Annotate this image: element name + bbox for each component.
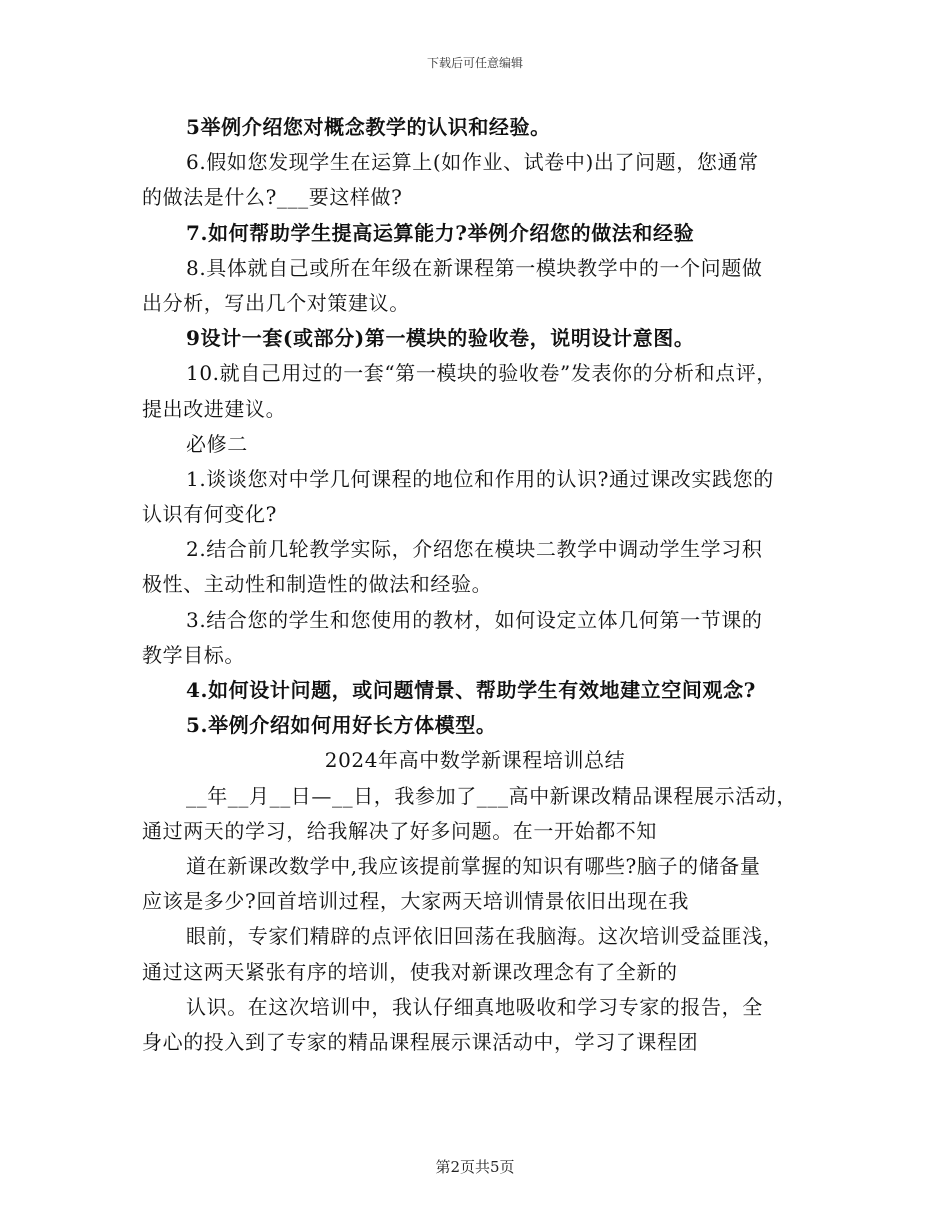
text-line: 1.谈谈您对中学几何课程的地位和作用的认识?通过课改实践您的 (186, 466, 774, 491)
text-line: 出分析，写出几个对策建议。 (142, 290, 410, 315)
text-line: 3.结合您的学生和您使用的教材，如何设定立体几何第一节课的 (186, 607, 763, 632)
text-line: 认识有何变化? (142, 502, 277, 527)
text-line: 通过这两天紧张有序的培训，使我对新课改理念有了全新的 (142, 959, 678, 984)
document-body (0, 110, 950, 1060)
text-line: 教学目标。 (142, 642, 245, 667)
text-line: 10.就自己用过的一套“第一模块的验收卷”发表你的分析和点评， (186, 361, 777, 386)
text-line: 8.具体就自己或所在年级在新课程第一模块教学中的一个问题做 (186, 255, 763, 280)
text-line: 7.如何帮助学生提高运算能力?举例介绍您的做法和经验 (186, 220, 695, 245)
page-footer: 第2页共5页 (435, 1158, 515, 1176)
text-line: 通过两天的学习，给我解决了好多问题。在一开始都不知 (142, 818, 657, 843)
page-header: 下载后可任意编辑 (426, 56, 523, 70)
text-line: 眼前，专家们精辟的点评依旧回荡在我脑海。这次培训受益匪浅， (186, 924, 784, 949)
text-line: 必修二 (186, 431, 248, 456)
text-line: 应该是多少?回首培训过程，大家两天培训情景依旧出现在我 (142, 889, 689, 914)
text-line: 极性、主动性和制造性的做法和经验。 (142, 572, 493, 597)
text-line: 身心的投入到了专家的精品课程展示课活动中，学习了课程团 (142, 1029, 699, 1054)
text-line: 的做法是什么?___要这样做? (142, 185, 403, 210)
text-line: __年__月__日—__日，我参加了___高中新课改精品课程展示活动， (186, 783, 797, 808)
text-line: 提出改进建议。 (142, 396, 287, 421)
text-line: 5.举例介绍如何用好长方体模型。 (186, 713, 497, 738)
text-line: 5举例介绍您对概念教学的认识和经验。 (186, 115, 551, 139)
text-line: 9设计一套(或部分)第一模块的验收卷，说明设计意图。 (186, 326, 695, 351)
text-line: 4.如何设计问题，或问题情景、帮助学生有效地建立空间观念? (186, 678, 756, 702)
text-line: 2.结合前几轮教学实际，介绍您在模块二教学中调动学生学习积 (186, 537, 763, 562)
text-line: 道在新课改数学中,我应该提前掌握的知识有哪些?脑子的储备量 (186, 853, 761, 878)
text-line: 认识。在这次培训中，我认仔细真地吸收和学习专家的报告，全 (186, 994, 763, 1019)
section-title: 2024年高中数学新课程培训总结 (324, 748, 626, 773)
text-line: 6.假如您发现学生在运算上(如作业、试卷中)出了问题，您通常 (186, 150, 759, 175)
